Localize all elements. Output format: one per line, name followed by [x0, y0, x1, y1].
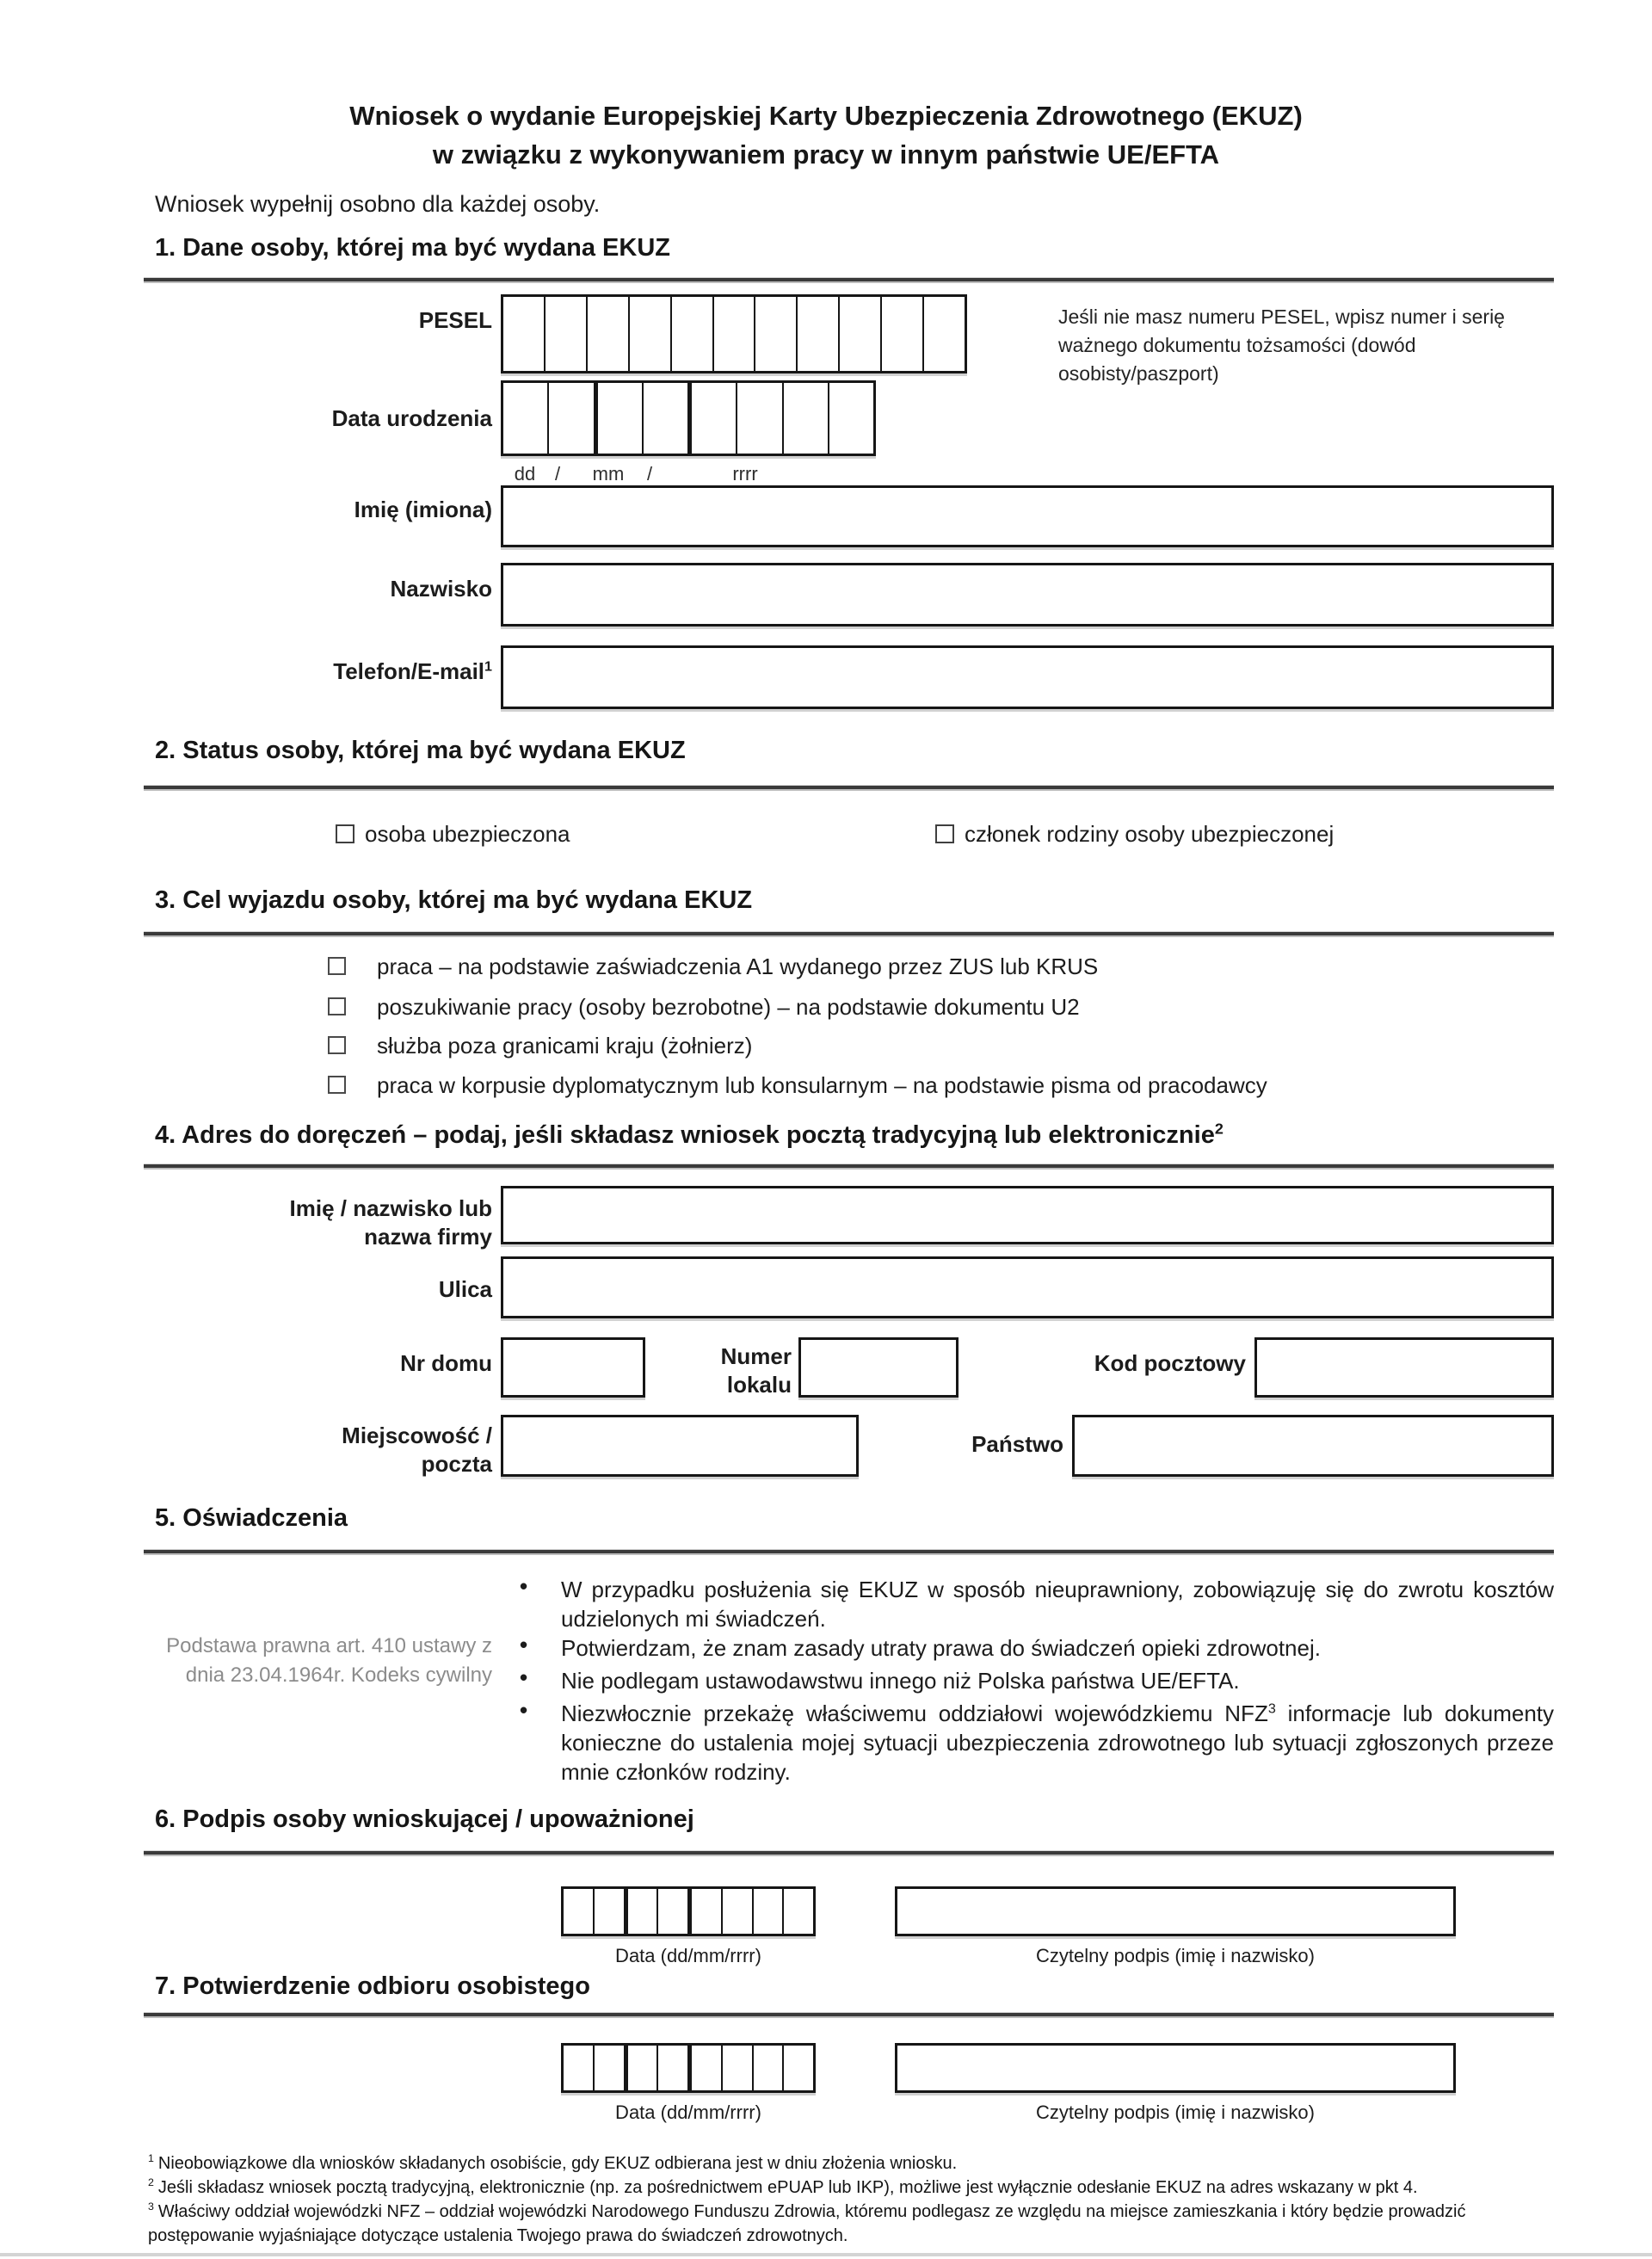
form-title-line2: w związku z wykonywaniem pracy w innym państwie UE/EFTA: [432, 139, 1220, 170]
street-field[interactable]: [501, 1256, 1554, 1318]
pickup-date-cell[interactable]: [692, 2046, 723, 2090]
pesel-cell[interactable]: [882, 297, 924, 371]
signature-date-caption: Data (dd/mm/rrrr): [615, 1945, 761, 1966]
pesel-cell[interactable]: [630, 297, 672, 371]
signature-date-cell[interactable]: [754, 1889, 785, 1934]
bullet-icon: •: [520, 1632, 528, 1657]
footnote-2: $^2$ Jeśli składasz wniosek pocztą tradycyjną, elektronicznie (np. za pośrednictwem ePUAP lub IKP), możliwe jest wyłącznie odesłanie EKUZ na adres wskazany w pkt 4.: [148, 2176, 1418, 2197]
section3-divider: [144, 931, 1554, 937]
section1-divider: [144, 277, 1554, 283]
pesel-cell[interactable]: [798, 297, 840, 371]
birthdate-cell[interactable]: [503, 383, 549, 454]
postcode-field[interactable]: [1254, 1337, 1554, 1398]
form-title-line1: Wniosek o wydanie Europejskiej Karty Ubezpieczenia Zdrowotnego (EKUZ): [349, 101, 1303, 131]
phone-email-field[interactable]: [501, 645, 1554, 709]
pickup-signature-caption: Czytelny podpis (imię i nazwisko): [1036, 2102, 1315, 2123]
pickup-date-grid[interactable]: [561, 2043, 816, 2093]
recipient-name-field[interactable]: [501, 1186, 1554, 1244]
house-number-label: Nr domu: [400, 1350, 492, 1376]
date-hint-dd: dd: [514, 463, 536, 485]
pesel-cell[interactable]: [755, 297, 798, 371]
city-field[interactable]: [501, 1415, 859, 1477]
insured-person-checkbox[interactable]: [336, 824, 354, 843]
intro-note: Wniosek wypełnij osobno dla każdej osoby.: [155, 191, 601, 217]
signature-date-cell[interactable]: [658, 1889, 692, 1934]
section2-header: 2. Status osoby, której ma być wydana EKUZ: [155, 737, 686, 764]
section4-divider: [144, 1163, 1554, 1170]
purpose-military-service-checkbox[interactable]: [328, 1036, 346, 1054]
bullet-icon: •: [520, 1573, 528, 1599]
pesel-cell[interactable]: [840, 297, 882, 371]
apartment-number-label: Numer lokalu: [720, 1343, 792, 1398]
section2-divider: [144, 785, 1554, 791]
signature-date-cell[interactable]: [784, 1889, 813, 1934]
purpose-diplomatic-work-checkbox[interactable]: [328, 1076, 346, 1094]
section6-divider: [144, 1850, 1554, 1856]
declaration-item: W przypadku posłużenia się EKUZ w sposób nieuprawniony, zobowiązuję się do zwrotu kosztów udzielonych mi świadczeń.: [561, 1577, 1554, 1632]
birthdate-label: Data urodzenia: [331, 405, 492, 431]
footnote-ref-1: 1: [484, 658, 492, 675]
purpose-work-a1-label: praca – na podstawie zaświadczenia A1 wydanego przez ZUS lub KRUS: [377, 954, 1099, 979]
date-hint-rrrr: rrrr: [732, 463, 758, 485]
section5-header: 5. Oświadczenia: [155, 1504, 348, 1532]
house-number-field[interactable]: [501, 1337, 645, 1398]
pickup-date-caption: Data (dd/mm/rrrr): [615, 2102, 761, 2123]
date-hint-slash: /: [646, 463, 653, 485]
country-field[interactable]: [1072, 1415, 1554, 1477]
section5-divider: [144, 1549, 1554, 1555]
legal-basis-line1: Podstawa prawna art. 410 ustawy z: [166, 1634, 492, 1657]
purpose-military-service-label: służba poza granicami kraju (żołnierz): [377, 1033, 753, 1059]
pickup-date-cell[interactable]: [595, 2046, 628, 2090]
birthdate-cell[interactable]: [692, 383, 737, 454]
section7-header: 7. Potwierdzenie odbioru osobistego: [155, 1972, 590, 2000]
section4-header: 4. Adres do doręczeń – podaj, jeśli składasz wniosek pocztą tradycyjną lub elektronicznie$^2$: [155, 1120, 1224, 1149]
purpose-job-seeking-checkbox[interactable]: [328, 997, 346, 1015]
pesel-input-grid[interactable]: [501, 294, 967, 373]
surname-field[interactable]: [501, 563, 1554, 626]
signature-date-cell[interactable]: [628, 1889, 659, 1934]
purpose-work-a1-checkbox[interactable]: [328, 957, 346, 975]
pesel-cell[interactable]: [546, 297, 588, 371]
date-hint-mm: mm: [592, 463, 625, 485]
section3-header: 3. Cel wyjazdu osoby, której ma być wydana EKUZ: [155, 886, 753, 914]
pickup-date-cell[interactable]: [784, 2046, 813, 2090]
signature-box[interactable]: [895, 1886, 1456, 1936]
signature-date-grid[interactable]: [561, 1886, 816, 1936]
birthdate-cell[interactable]: [549, 383, 597, 454]
footnote-3: $^3$ Właściwy oddział wojewódzki NFZ – oddział wojewódzki Narodowego Funduszu Zdrowia, któremu podlegasz ze względu na miejsce zamieszkania i który będzie prowadzić postępowanie wyjaśniające dotyczące ustalenia Twojego prawa do świadczeń zdrowotnych.: [148, 2200, 1466, 2245]
footnote-1: $^1$ Nieobowiązkowe dla wniosków składanych osobiście, gdy EKUZ odbierana jest w dniu złożenia wniosku.: [148, 2152, 958, 2173]
pesel-cell[interactable]: [672, 297, 714, 371]
apartment-number-field[interactable]: [798, 1337, 959, 1398]
legal-basis-note: [101, 1632, 492, 1690]
surname-label: Nazwisko: [390, 576, 492, 602]
legal-basis-line2: dnia 23.04.1964r. Kodeks cywilny: [185, 1663, 492, 1687]
section7-divider: [144, 2012, 1554, 2018]
purpose-diplomatic-work-label: praca w korpusie dyplomatycznym lub konsularnym – na podstawie pisma od pracodawcy: [377, 1072, 1267, 1098]
signature-date-cell[interactable]: [723, 1889, 754, 1934]
pickup-date-cell[interactable]: [658, 2046, 692, 2090]
date-hint-slash: /: [554, 463, 561, 485]
pickup-date-cell[interactable]: [754, 2046, 785, 2090]
signature-caption: Czytelny podpis (imię i nazwisko): [1036, 1945, 1315, 1966]
pesel-cell[interactable]: [924, 297, 965, 371]
pesel-note: Jeśli nie masz numeru PESEL, wpisz numer i serię ważnego dokumentu tożsamości (dowód osobisty/paszport): [1058, 306, 1505, 385]
family-member-checkbox[interactable]: [935, 824, 954, 843]
section6-header: 6. Podpis osoby wnioskującej / upoważnionej: [155, 1805, 694, 1833]
birthdate-cell[interactable]: [644, 383, 692, 454]
page-bottom-edge: [0, 2253, 1652, 2256]
pickup-date-cell[interactable]: [628, 2046, 659, 2090]
country-label: Państwo: [971, 1431, 1063, 1457]
signature-date-cell[interactable]: [595, 1889, 628, 1934]
signature-date-cell[interactable]: [692, 1889, 723, 1934]
declaration-item: Potwierdzam, że znam zasady utraty prawa do świadczeń opieki zdrowotnej.: [561, 1635, 1321, 1661]
bullet-icon: •: [520, 1697, 528, 1723]
pesel-cell[interactable]: [714, 297, 756, 371]
footnote-ref-2: 2: [1214, 1120, 1224, 1138]
recipient-name-label: Imię / nazwisko lub nazwa firmy: [289, 1195, 492, 1250]
first-name-label: Imię (imiona): [354, 497, 492, 522]
birthdate-input-grid[interactable]: [501, 380, 876, 456]
pickup-date-cell[interactable]: [723, 2046, 754, 2090]
declaration-item: Nie podlegam ustawodawstwu innego niż Polska państwa UE/EFTA.: [561, 1668, 1240, 1694]
declaration-item: Niezwłocznie przekażę właściwemu oddziałowi wojewódzkiemu NFZ$^3$ informacje lub dokumenty konieczne do ustalenia mojej sytuacji ubezpieczenia zdrowotnego lub sytuacji zgłoszonych przeze mnie członków rodziny.: [561, 1700, 1555, 1785]
birthdate-cell[interactable]: [829, 383, 873, 454]
pesel-cell[interactable]: [588, 297, 630, 371]
family-member-label: członek rodziny osoby ubezpieczonej: [965, 821, 1335, 847]
purpose-job-seeking-label: poszukiwanie pracy (osoby bezrobotne) – na podstawie dokumentu U2: [377, 994, 1080, 1020]
first-name-field[interactable]: [501, 485, 1554, 547]
street-label: Ulica: [438, 1276, 492, 1302]
postcode-label: Kod pocztowy: [1094, 1350, 1246, 1376]
pickup-date-cell[interactable]: [564, 2046, 595, 2090]
signature-date-cell[interactable]: [564, 1889, 595, 1934]
phone-email-label: Telefon/E-mail$^1$: [333, 658, 492, 684]
insured-person-label: osoba ubezpieczona: [365, 821, 570, 847]
birthdate-cell[interactable]: [737, 383, 783, 454]
section1-header: 1. Dane osoby, której ma być wydana EKUZ: [155, 234, 670, 262]
city-label: Miejscowość / poczta: [342, 1423, 492, 1477]
birthdate-cell[interactable]: [598, 383, 644, 454]
bullet-icon: •: [520, 1664, 528, 1690]
pickup-signature-box[interactable]: [895, 2043, 1456, 2093]
form-title: [0, 96, 1652, 174]
pesel-label: PESEL: [418, 307, 492, 333]
pesel-cell[interactable]: [503, 297, 546, 371]
footnote-ref-3: 3: [1267, 1700, 1276, 1717]
birthdate-cell[interactable]: [784, 383, 829, 454]
